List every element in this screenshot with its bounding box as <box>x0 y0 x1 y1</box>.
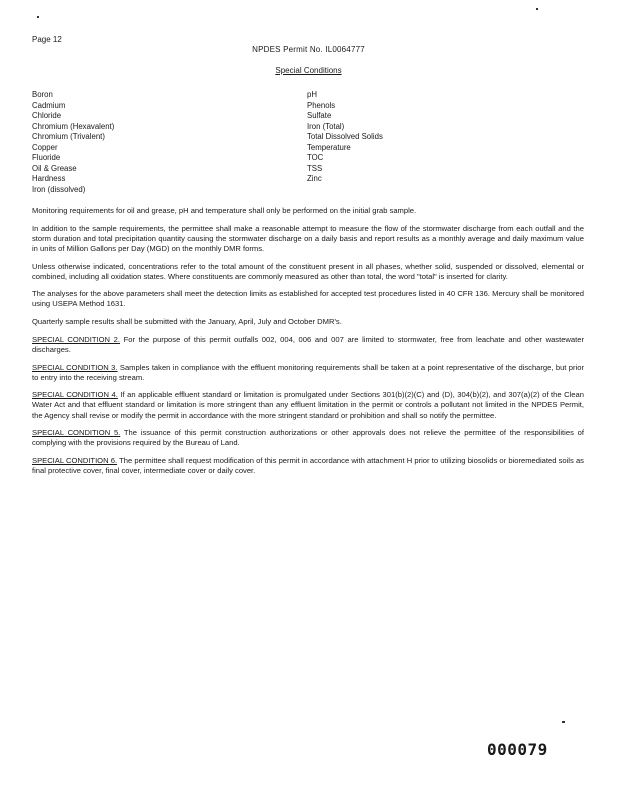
special-condition-4 <box>32 390 584 420</box>
paragraph: Unless otherwise indicated, concentrations refer to the total amount of the constituent present in all phases, whether solid, suspended or dissolved, elemental or combined, including all oxidation states. Where constituents are commonly measured as other than total, the word "total" is inserted for clarity. <box>32 261 584 281</box>
parameter-item: TOC <box>307 153 324 162</box>
parameter-item: Zinc <box>307 174 322 183</box>
condition-text: For the purpose of this permit outfalls 002, 004, 006 and 007 are limited to stormwater, free from leachate and other wastewater discharges. <box>32 334 584 354</box>
page-number: Page 12 <box>32 35 62 44</box>
parameter-item: Chromium (Hexavalent) <box>32 121 115 131</box>
parameter-item: Sulfate <box>307 111 332 120</box>
parameter-item: Hardness <box>32 174 66 183</box>
parameter-item: Temperature <box>307 142 351 152</box>
parameter-item: Iron (Total) <box>307 121 345 131</box>
parameter-item: TSS <box>307 163 323 173</box>
parameter-item: Oil & Grease <box>32 163 77 173</box>
parameter-item: Phenols <box>307 100 336 110</box>
condition-text: The issuance of this permit construction authorizations or other approvals does not relieve the permittee of the responsibilities of complying with the provisions required by the Bureau of Land. <box>32 428 584 448</box>
condition-text: If an applicable effluent standard or limitation is promulgated under Sections 301(b)(2)(C) and (D), 304(b)(2), and 307(a)(2) of the Clean Water Act and that effluent standard or limitation is more stringent than any effluent limitation in the permit or controls a pollutant not limited in the NPDES Permit, the Agency shall revise or modify the permit in accordance with the more stringent standard or prohibition and shall so notify the permittee. <box>32 390 584 420</box>
parameter-item: Iron (dissolved) <box>32 184 86 194</box>
paragraph: Quarterly sample results shall be submitted with the January, April, July and October DMR's. <box>32 317 342 327</box>
condition-label: SPECIAL CONDITION 5. <box>32 428 121 438</box>
parameter-column-right <box>307 90 383 195</box>
parameter-item: Chloride <box>32 111 62 120</box>
document-body <box>32 206 584 484</box>
condition-text: The permittee shall request modification of this permit in accordance with attachment H prior to utilizing biosolids or bioremediated soils as final protective cover, final cover, intermediate cover or daily cover. <box>32 456 584 476</box>
special-condition-6 <box>32 456 584 476</box>
parameter-item: Boron <box>32 90 53 99</box>
parameter-item: Total Dissolved Solids <box>307 132 383 141</box>
parameter-item: Copper <box>32 142 58 152</box>
scan-speck <box>562 721 565 723</box>
section-title: Special Conditions <box>275 66 342 75</box>
parameter-item: Cadmium <box>32 100 66 110</box>
bates-number: 000079 <box>487 740 548 759</box>
paragraph: Monitoring requirements for oil and grease, pH and temperature shall only be performed on the initial grab sample. <box>32 206 417 215</box>
condition-label: SPECIAL CONDITION 6. <box>32 456 118 466</box>
special-condition-2 <box>32 335 584 355</box>
parameter-column-left <box>32 90 307 195</box>
special-condition-5 <box>32 428 584 448</box>
condition-text: Samples taken in compliance with the effluent monitoring requirements shall be taken at a point representative of the discharge, but prior to entry into the receiving stream. <box>32 362 584 382</box>
paragraph: The analyses for the above parameters shall meet the detection limits as established for accepted test procedures listed in 40 CFR 136. Mercury shall be monitored using USEPA Method 1631. <box>32 289 584 309</box>
special-condition-3 <box>32 363 584 383</box>
condition-label: SPECIAL CONDITION 2. <box>32 334 120 344</box>
condition-label: SPECIAL CONDITION 4. <box>32 390 118 400</box>
parameter-list <box>32 90 482 195</box>
permit-number: NPDES Permit No. IL0064777 <box>252 45 365 54</box>
parameter-item: pH <box>307 90 317 99</box>
parameter-item: Fluoride <box>32 153 61 162</box>
paragraph: In addition to the sample requirements, the permittee shall make a reasonable attempt to measure the flow of the stormwater discharge from each outfall and the storm duration and total precipitation quantity causing the stormwater discharge on a daily basis and report results as a monthly average and daily maximum value in units of Million Gallons per Day (MGD) on the monthly DMR forms. <box>32 223 584 253</box>
scan-speck <box>536 8 538 10</box>
condition-label: SPECIAL CONDITION 3. <box>32 362 118 372</box>
scan-speck <box>37 16 39 18</box>
parameter-item: Chromium (Trivalent) <box>32 132 105 141</box>
